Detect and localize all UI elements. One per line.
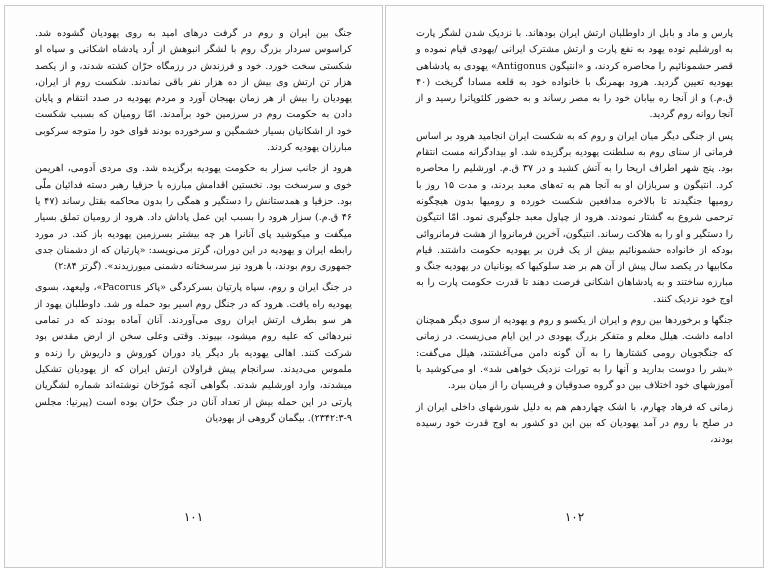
left-page-number: ۱۰۱	[183, 510, 204, 524]
right-page	[385, 5, 764, 568]
left-paragraph-1: جنگ بین ایران و روم در گرفت درهای امید به روی یهودیان گشوده شد. کراسوس سردار بزرگ روم با لشگر انبوهش از اُرد پادشاه اشکانی و سپاه او شکستی سخت خورد. خود و فرزندش در رزمگاه حرّان کشته شدند، و از یکصد هزار تن ارتش وی بیش از ده هزار نفر باقی نماندند. شکست روم از ایران، یهودیان را بیش از هر زمان بهیجان آورد و مردم یهودیه در صدد انتقام و پایان دادن به حکومت روم در سرزمین خود برآمدند. امّا رومیان که بسبب شکست خود از اشکانیان بسیار خشمگین و سرخورده بودند قوای خود را متوجه سرکوبی مبارزان یهودیه کردند.	[35, 28, 352, 154]
left-paragraph-2: هرود از جانب سزار به حکومت یهودیه برگزیده شد. وی مردی اَدومی، اهریمن خوی و سرسخت بود. نخستین اقدامش مبارزه با حزقیا رهبر دسته فدائیان ملّی بود. حزقیا و همدستانش را دستگیر و همگی را بدون محاکمه بقتل رساند (۴۷ یا ۴۶ ق.م.) سزار هرود را بسبب این عمل پاداش داد. هرود از رومیان تملق بسیار میگفت و میکوشید پای آنانرا هر چه بیشتر بسرزمین یهودیه باز کند. در مورد رابطه ایران و یهودیه در این دوران، گرتز می‌نویسد: «پارتیان که از دشمنان جدی جمهوری روم بودند، با هرود نیز سرسختانه دشمنی میورزیدند». (گرتز ۲:۸۴)	[35, 163, 352, 273]
right-paragraph-2: پس از جنگی دیگر میان ایران و روم که به شکست ایران انجامید هرود بر اساس فرمانی از سنای روم به سلطنت یهودیه برگزیده شد. او بیدادگرانه مست انتقام بود. پنج شهر اطراف اریحا را به آتش کشید و در ۳۷ ق.م. اورشلیم را محاصره کرد. انتیگون و سربازان او به آنجا هم به ته‌های معبد بردند، و مدت ۱۵ روز با رومیها جنگیدند تا بالاخره مدافعین شکست خورده و رومیها بدون هیچگونه ترحمی شروع به گشتار نمودند. هرود از چپاول معبد جلوگیری نمود. امّا انتیگون را دستگیر و او را به هلاکت رساند. انتیگون، آخرین فرمانروا از هشت فرمانروائی بودکه از خانواده حشمونائیم بیش از یک قرن بر یهودیه حکومت داشتند. قیام مکابیها در یکصد سال پیش از آن هم بر ضد سلوکیها که یونانیان در یهودیه جنگ و مبارزه ساختند و به پادشاهان اشکانی فرصت دهند تا قدرت حکومت پارت را به اوج خود نزدیک کنند.	[416, 130, 734, 305]
right-paragraph-3: جنگها و برخوردها بین روم و ایران از یکسو و روم و یهودیه از سوی دیگر همچنان ادامه داشت. هیلل معلم و متفکر بزرگ یهودی در این ایام می‌زیست. در زمانی که جنگجویان رومی کشتارها را به آن گونه دامن می‌آغشتند، هیلل می‌گفت: «بشر را دوست بدارید و آنها را به تورات نزدیک خواهی شد». او می‌کوشید با آموزشهای خود اختلاف بین دو گروه صدوقیان و فریسیان را از میان ببرد.	[416, 315, 733, 392]
right-page-text	[416, 26, 733, 453]
left-paragraph-3: در جنگ ایران و روم، سپاه پارتیان بسرکردگی «پاکر Pacorus»، ولیعهد، بسوی یهودیه راه یافت. هرود که در جنگل روم اسیر بود حمله ور شد. داوطلبان یهود از هر سو بطرف ارتش ایران روی می‌آوردند. آنان آماده بودند که در تمامی نبردهائی که علیه روم میشود، بپیوند. وقتی وعلی سخن از ارض مقدس بود شرکت کنند. اهالی یهودیه بار دیگر یاد دوران کوروش و داریوش را زنده و ملموس می‌دیدند. سرانجام پیش قراولان ارتش ایران که از یهودیان تشکیل میشدند، وارد اورشلیم شدند. بگواهی آنچه مُورّخان نوشته‌اند شماره لشگریان پارتی در این حمله بیش از تعداد آنان در جنگ حرّان بوده است (پیرنیا: مجلس ۹-۲۳۴۲:۳). بیگمان گروهی از یهودیان	[35, 282, 352, 424]
right-page-number: ۱۰۲	[564, 510, 585, 524]
right-paragraph-1: پارس و ماد و بابل از داوطلبان ارتش ایران بودهاند. با نزدیک شدن لشگر پارت به اورشلیم توده یهود به نفع پارت و ارتش مشترک ایرانی /یهودی قیام نموده و قصر حشمونائیم را محاصره کردند، و «انتیگون Antigonus» یهودی به پادشاهی یهودیه تعیین گردید. هرود بهمرنگ با خانواده خود به قلعه مسادا گریخت (۴۰ ق.م.) و از آنجا ره بیابان خود را به مصر رساند و به حضور کلئوپاترا رسید و از آنجا روانه روم گردید.	[416, 28, 733, 121]
left-page-text	[35, 26, 352, 432]
left-page	[4, 5, 383, 568]
right-paragraph-4: زمانی که فرهاد چهارم، با اشک چهاردهم هم به دلیل شورشهای داخلی ایران از در صلح با روم در آمد یهودیان که بین این دو کشور به اوج قدرت خود رسیده بودند،	[416, 401, 733, 446]
